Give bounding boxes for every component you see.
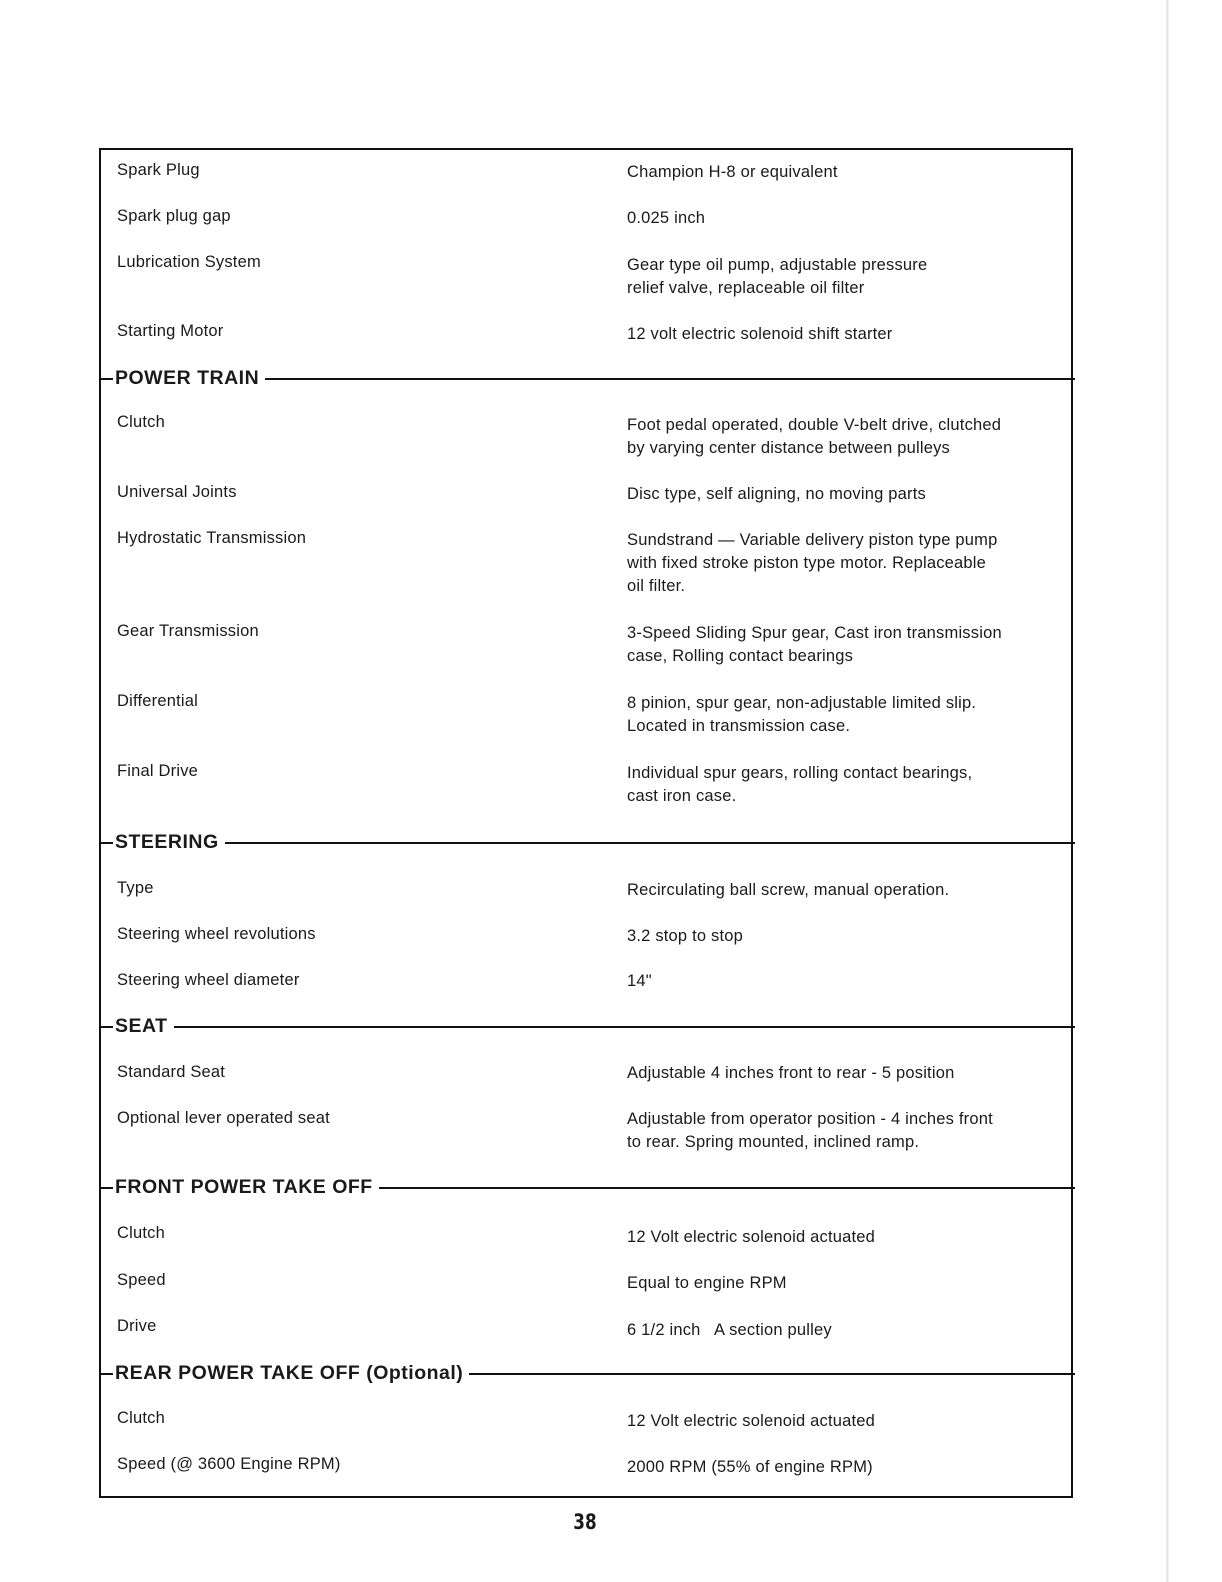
section-title: SEAT <box>105 1013 174 1039</box>
spec-value-standard-seat: Adjustable 4 inches front to rear - 5 position <box>627 1064 955 1082</box>
section-title: POWER TRAIN <box>105 365 265 391</box>
spec-value-universal-joints: Disc type, self aligning, no moving parts <box>627 485 926 503</box>
spec-label-front-pto-speed: Speed <box>117 1271 166 1289</box>
spec-label-differential: Differential <box>117 692 198 710</box>
spec-value-front-pto-speed: Equal to engine RPM <box>627 1274 787 1292</box>
section-rule <box>99 842 1075 844</box>
section-header-front-pto <box>99 1174 1075 1200</box>
spec-value-steering-wheel-diameter: 14" <box>627 972 652 990</box>
spec-value-spark-plug-gap: 0.025 inch <box>627 209 706 227</box>
spec-label-spark-plug-gap: Spark plug gap <box>117 207 231 225</box>
section-rule <box>99 1026 1075 1028</box>
spec-label-starting-motor: Starting Motor <box>117 322 224 340</box>
spec-label-steering-wheel-revolutions: Steering wheel revolutions <box>117 925 316 943</box>
spec-label-clutch: Clutch <box>117 413 165 431</box>
spec-value-final-drive-line2: cast iron case. <box>627 787 737 805</box>
spec-value-rear-pto-speed: 2000 RPM (55% of engine RPM) <box>627 1458 873 1476</box>
section-header-seat <box>99 1013 1075 1039</box>
spec-value-steering-type: Recirculating ball screw, manual operation. <box>627 881 950 899</box>
spec-value-hydrostatic-transmission-line3: oil filter. <box>627 577 686 595</box>
spec-value-gear-transmission: 3-Speed Sliding Spur gear, Cast iron transmission <box>627 624 1002 642</box>
spec-value-spark-plug: Champion H-8 or equivalent <box>627 163 838 181</box>
spec-label-final-drive: Final Drive <box>117 762 199 780</box>
section-title: FRONT POWER TAKE OFF <box>105 1174 379 1200</box>
spec-label-front-pto-clutch: Clutch <box>117 1224 165 1242</box>
spec-value-lubrication: Gear type oil pump, adjustable pressure <box>627 256 928 274</box>
spec-value-clutch-line2: by varying center distance between pulleys <box>627 439 950 457</box>
spec-label-standard-seat: Standard Seat <box>117 1063 226 1081</box>
spec-label-universal-joints: Universal Joints <box>117 483 237 501</box>
spec-value-hydrostatic-transmission: Sundstrand — Variable delivery piston type pump <box>627 531 998 549</box>
spec-label-optional-seat: Optional lever operated seat <box>117 1109 330 1127</box>
spec-value-differential: 8 pinion, spur gear, non-adjustable limited slip. <box>627 694 977 712</box>
section-header-rear-pto <box>99 1360 1075 1386</box>
section-header-steering <box>99 829 1075 855</box>
section-title: STEERING <box>105 829 225 855</box>
spec-label-lubrication: Lubrication System <box>117 253 261 271</box>
spec-value-optional-seat-line2: to rear. Spring mounted, inclined ramp. <box>627 1133 920 1151</box>
spec-label-front-pto-drive: Drive <box>117 1317 157 1335</box>
spec-value-final-drive: Individual spur gears, rolling contact bearings, <box>627 764 973 782</box>
spec-value-front-pto-clutch: 12 Volt electric solenoid actuated <box>627 1228 876 1246</box>
spec-value-steering-wheel-revolutions: 3.2 stop to stop <box>627 927 744 945</box>
spec-label-spark-plug: Spark Plug <box>117 161 200 179</box>
spec-label-steering-wheel-diameter: Steering wheel diameter <box>117 971 300 989</box>
spec-value-front-pto-drive: 6 1/2 inch A section pulley <box>627 1321 832 1339</box>
section-header-power-train <box>99 365 1075 391</box>
spec-value-gear-transmission-line2: case, Rolling contact bearings <box>627 647 854 665</box>
spec-value-optional-seat: Adjustable from operator position - 4 inches front <box>627 1110 993 1128</box>
spec-label-rear-pto-clutch: Clutch <box>117 1409 165 1427</box>
spec-value-clutch: Foot pedal operated, double V-belt drive, clutched <box>627 416 1002 434</box>
spec-label-gear-transmission: Gear Transmission <box>117 622 259 640</box>
spec-value-hydrostatic-transmission-line2: with fixed stroke piston type motor. Replaceable <box>627 554 987 572</box>
spec-table <box>99 148 1073 1498</box>
scan-edge <box>1166 0 1169 1582</box>
spec-label-rear-pto-speed: Speed (@ 3600 Engine RPM) <box>117 1455 341 1473</box>
spec-label-steering-type: Type <box>117 879 154 897</box>
section-title: REAR POWER TAKE OFF (Optional) <box>105 1360 469 1386</box>
spec-value-lubrication-line2: relief valve, replaceable oil filter <box>627 279 865 297</box>
spec-value-differential-line2: Located in transmission case. <box>627 717 851 735</box>
page-number: 38 <box>573 1510 597 1534</box>
spec-label-hydrostatic-transmission: Hydrostatic Transmission <box>117 529 307 547</box>
spec-value-starting-motor: 12 volt electric solenoid shift starter <box>627 325 893 343</box>
spec-value-rear-pto-clutch: 12 Volt electric solenoid actuated <box>627 1412 876 1430</box>
